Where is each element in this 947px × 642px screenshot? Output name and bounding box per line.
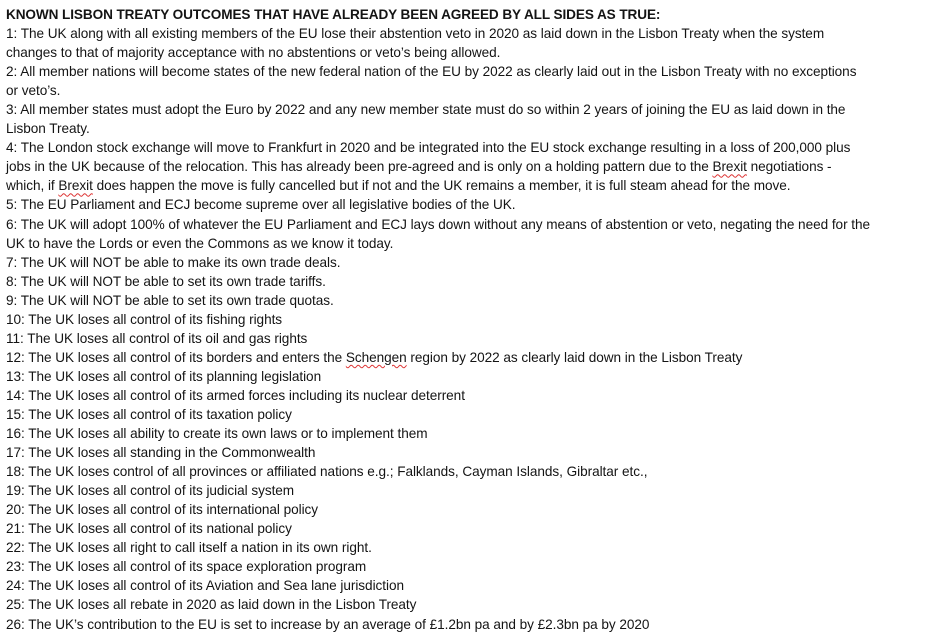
list-item-line: 1: The UK along with all existing members of the EU lose their abstention veto in 2020 as laid down in the Lisbon Treaty when the system xyxy=(6,26,825,42)
text-segment: region by 2022 as clearly laid down in the Lisbon Treaty xyxy=(406,349,743,365)
spellcheck-flagged-word: Brexit xyxy=(712,159,747,175)
list-item-line: 5: The EU Parliament and ECJ become supreme over all legislative bodies of the UK. xyxy=(6,197,516,213)
list-item-line: 22: The UK loses all right to call itself a nation in its own right. xyxy=(6,540,372,556)
list-item-line: Lisbon Treaty. xyxy=(6,121,90,137)
list-item-line xyxy=(6,348,944,367)
list-item-line: 25: The UK loses all rebate in 2020 as laid down in the Lisbon Treaty xyxy=(6,597,417,613)
list-item-line: 20: The UK loses all control of its international policy xyxy=(6,502,319,518)
text-segment: negotiations - xyxy=(746,159,832,175)
list-item-line: UK to have the Lords or even the Commons as we know it today. xyxy=(6,235,394,251)
spellcheck-flagged-word: Brexit xyxy=(58,178,93,194)
list-item-line: 3: All member states must adopt the Euro by 2022 and any new member state must do so within 2 years of joining the EU as laid down in the xyxy=(6,102,846,118)
list-item-line: 10: The UK loses all control of its fishing rights xyxy=(6,311,283,327)
list-item-line: 2: All member nations will become states of the new federal nation of the EU by 2022 as clearly laid out in the Lisbon Treaty with no exceptions xyxy=(6,64,857,80)
document-title: KNOWN LISBON TREATY OUTCOMES THAT HAVE ALREADY BEEN AGREED BY ALL SIDES AS TRUE: xyxy=(6,7,661,22)
text-segment: jobs in the UK because of the relocation. This has already been pre-agreed and is only on a holding pattern due to the xyxy=(6,159,713,175)
list-item-line: 23: The UK loses all control of its space exploration program xyxy=(6,559,367,575)
list-item-line: 13: The UK loses all control of its planning legislation xyxy=(6,368,322,384)
outcomes-list xyxy=(6,24,944,634)
document-body xyxy=(6,5,944,634)
list-item-line: 18: The UK loses control of all provinces or affiliated nations e.g.; Falklands, Cayman Islands, Gibraltar etc., xyxy=(6,464,648,480)
list-item-line: changes to that of majority acceptance with no abstentions or veto’s being allowed. xyxy=(6,45,501,61)
list-item-line: 15: The UK loses all control of its taxation policy xyxy=(6,406,292,422)
list-item-line: 14: The UK loses all control of its armed forces including its nuclear deterrent xyxy=(6,387,465,403)
list-item-line: 17: The UK loses all standing in the Commonwealth xyxy=(6,445,316,461)
list-item-line: 9: The UK will NOT be able to set its own trade quotas. xyxy=(6,292,334,308)
list-item-line: 21: The UK loses all control of its national policy xyxy=(6,521,292,537)
list-item-line: 8: The UK will NOT be able to set its own trade tariffs. xyxy=(6,273,326,289)
list-item-line: 11: The UK loses all control of its oil and gas rights xyxy=(6,330,308,346)
text-segment: 12: The UK loses all control of its borders and enters the xyxy=(6,349,346,365)
list-item-line: 26: The UK’s contribution to the EU is set to increase by an average of £1.2bn pa and by £2.3bn pa by 2020 xyxy=(6,616,650,632)
list-item-line: 7: The UK will NOT be able to make its own trade deals. xyxy=(6,254,341,270)
text-segment: does happen the move is fully cancelled but if not and the UK remains a member, it is full steam ahead for the move. xyxy=(92,178,791,194)
list-item-line: 4: The London stock exchange will move to Frankfurt in 2020 and be integrated into the EU stock exchange resulting in a loss of 200,000 plus xyxy=(6,140,851,156)
list-item-line: 19: The UK loses all control of its judicial system xyxy=(6,483,295,499)
list-item-line: or veto’s. xyxy=(6,83,61,99)
list-item-line xyxy=(6,176,944,195)
list-item-line xyxy=(6,157,944,176)
list-item-line: 6: The UK will adopt 100% of whatever the EU Parliament and ECJ lays down without any means of abstention or veto, negating the need for the xyxy=(6,216,871,232)
list-item-line: 16: The UK loses all ability to create its own laws or to implement them xyxy=(6,426,428,442)
list-item-line: 24: The UK loses all control of its Aviation and Sea lane jurisdiction xyxy=(6,578,405,594)
text-segment: which, if xyxy=(6,178,59,194)
spellcheck-flagged-word: Schengen xyxy=(345,349,407,365)
